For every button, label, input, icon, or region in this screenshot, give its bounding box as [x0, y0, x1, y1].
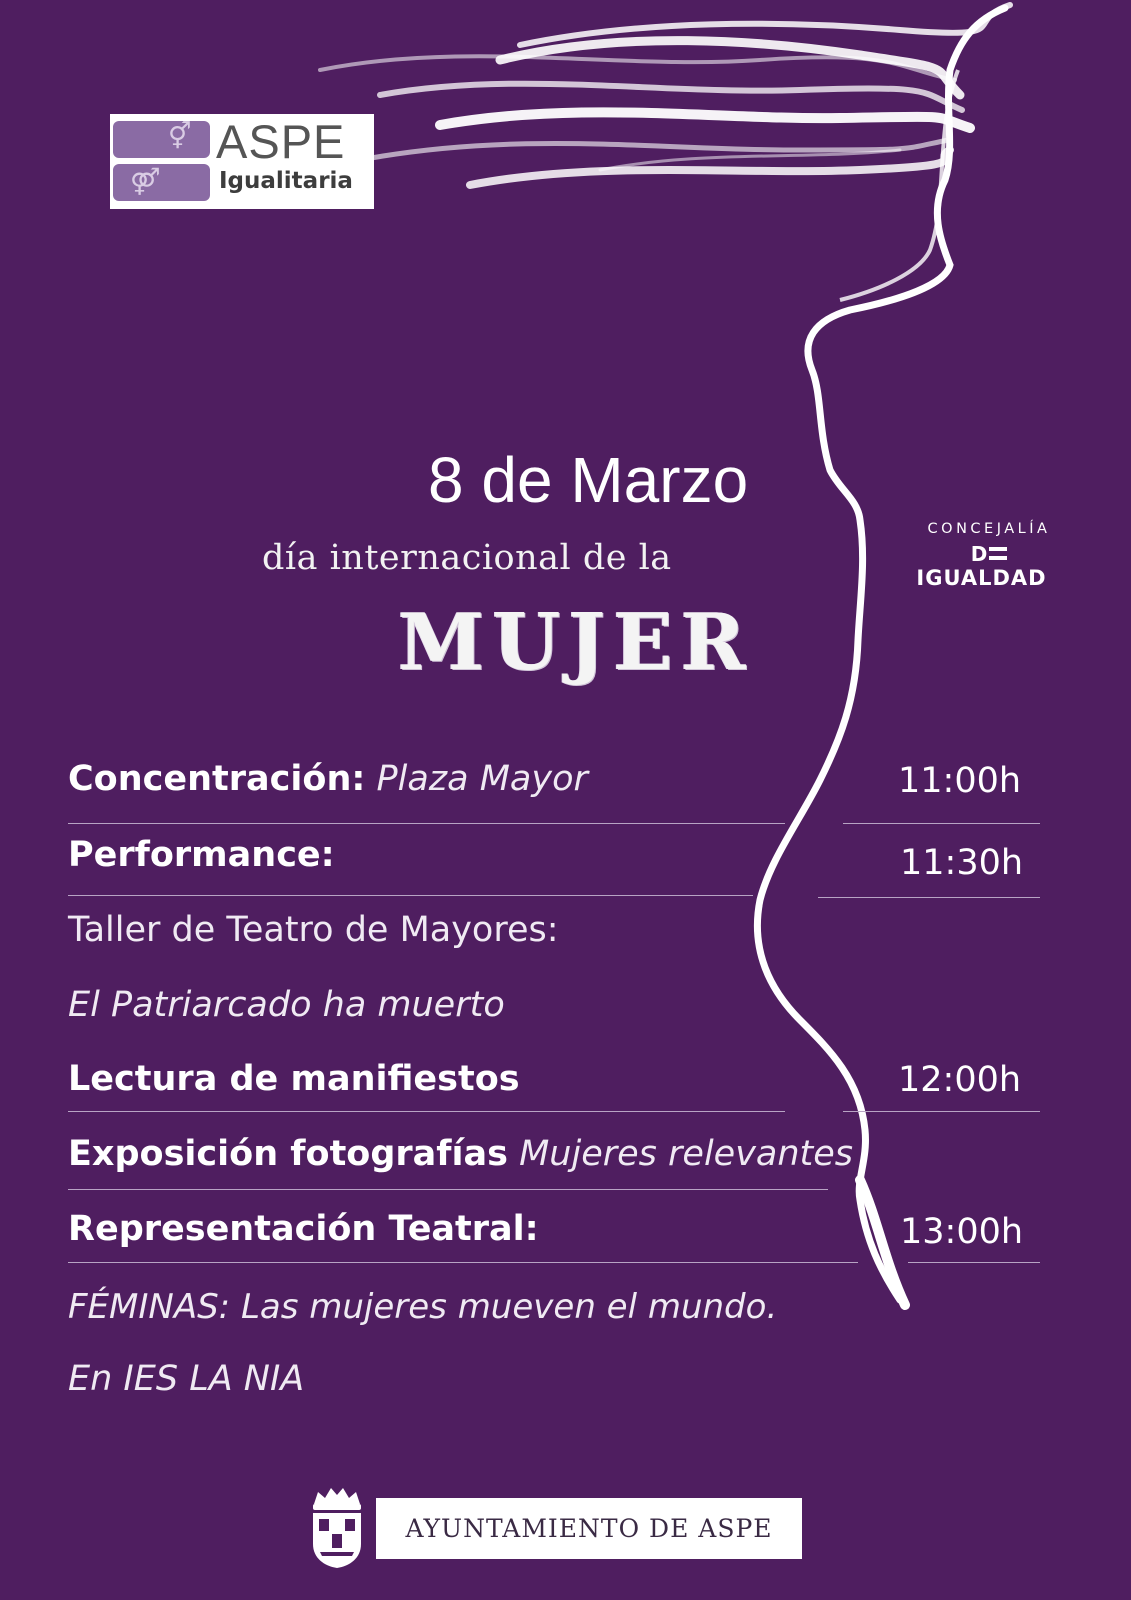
- divider: [908, 1262, 1040, 1263]
- divider: [818, 897, 1040, 898]
- ayuntamiento-label: AYUNTAMIENTO DE ASPE: [405, 1514, 773, 1543]
- schedule-item-representacion: [68, 1209, 539, 1249]
- divider: [68, 895, 753, 896]
- schedule-label: Representación Teatral:: [68, 1209, 539, 1249]
- schedule-label: Performance:: [68, 835, 335, 875]
- event-title: MUJER: [398, 597, 754, 688]
- divider: [68, 1262, 858, 1263]
- logo-brand: ASPE: [216, 115, 346, 168]
- aspe-coat-of-arms-icon: [308, 1486, 366, 1570]
- divider: [68, 1189, 828, 1190]
- divider: [843, 823, 1040, 824]
- schedule-detail: El Patriarcado ha muerto: [68, 985, 505, 1025]
- schedule-item-concentracion: [68, 759, 588, 799]
- schedule-time: 11:00h: [898, 761, 1022, 801]
- schedule-item-venue: [68, 1359, 305, 1399]
- event-subtitle: día internacional de la: [262, 538, 672, 578]
- logo-subtitle: Igualitaria: [219, 168, 353, 194]
- schedule-detail: En IES LA NIA: [68, 1359, 305, 1399]
- schedule-item-feminas: [68, 1287, 778, 1327]
- schedule-item-lectura: [68, 1059, 520, 1099]
- schedule-detail: Mujeres relevantes: [519, 1134, 854, 1174]
- schedule-detail: Taller de Teatro de Mayores:: [68, 910, 559, 950]
- concejalia-de-mark: D: [909, 545, 1069, 563]
- divider: [843, 1111, 1040, 1112]
- aspe-igualitaria-logo: [110, 114, 374, 209]
- schedule-label: Exposición fotografías: [68, 1134, 508, 1174]
- concejalia-label: CONCEJALÍA: [927, 521, 1051, 537]
- schedule-time: 12:00h: [898, 1060, 1022, 1100]
- divider: [68, 823, 785, 824]
- gender-symbol-icon: ⚤: [130, 167, 161, 197]
- concejalia-igualdad-logo: [909, 522, 1069, 589]
- schedule-label: Concentración:: [68, 759, 366, 799]
- schedule-item-performance: [68, 835, 335, 875]
- schedule-time: 11:30h: [900, 843, 1024, 883]
- schedule-label: Lectura de manifiestos: [68, 1059, 520, 1099]
- schedule-detail: Plaza Mayor: [376, 759, 588, 799]
- event-date: 8 de Marzo: [428, 444, 749, 516]
- ayuntamiento-banner: [376, 1498, 802, 1559]
- schedule-detail: FÉMINAS: Las mujeres mueven el mundo.: [68, 1287, 778, 1327]
- schedule-item-taller: [68, 910, 559, 950]
- schedule-item-patriarcado: [68, 985, 505, 1025]
- schedule-time: 13:00h: [900, 1212, 1024, 1252]
- logo-bar-bottom: [113, 164, 210, 201]
- logo-bar-top: [113, 121, 210, 158]
- gender-symbol-icon: ⚥: [168, 122, 192, 152]
- schedule-item-exposicion: [68, 1134, 854, 1174]
- divider: [68, 1111, 785, 1112]
- concejalia-igualdad-label: IGUALDAD: [916, 565, 1047, 590]
